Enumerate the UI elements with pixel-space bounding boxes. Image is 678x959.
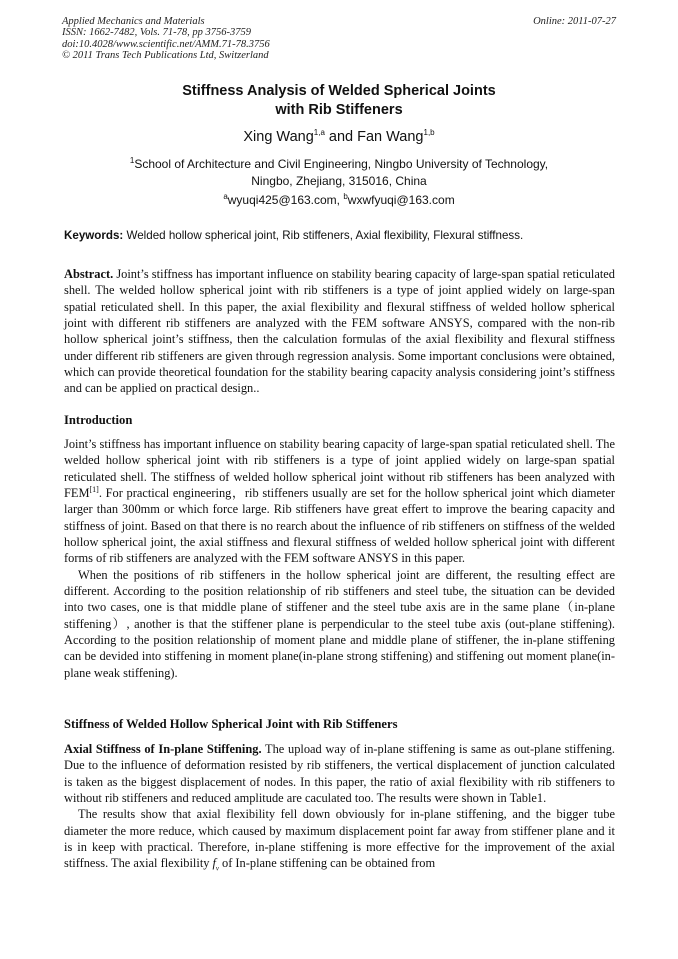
email-a-marker: a	[223, 192, 228, 201]
section-2-heading: Stiffness of Welded Hollow Spherical Joint with Rib Stiffeners	[64, 717, 398, 731]
author-separator: and	[324, 129, 358, 145]
abstract	[64, 266, 615, 397]
section2-paragraph-2	[64, 806, 615, 877]
section-2-body	[64, 741, 615, 877]
author-2: Fan Wang	[357, 129, 424, 145]
affiliation	[0, 156, 678, 190]
email-b-marker: b	[343, 192, 348, 201]
keywords-label: Keywords:	[64, 229, 124, 242]
abstract-text: Joint’s stiffness has important influence on stability bearing capacity of large-span spatial reticulated shell. The welded hollow spherical joint with rib stiffeners is a type of joint applied widely on large-span spatial reticulated shell. In this paper, the axial flexibility and flexural stiffness of welded hollow spherical joint with different rib stiffeners are analyzed with the FEM software ANSYS, compared with the non-rib hollow spherical joint’s stiffness, then the calculation formulas of the axial flexibility and flexural stiffness under different rib stiffeners are given through regression analysis. Some important conclusions were obtained, which can provide theoretical foundation for the stability bearing capacity analysis considering joint’s stiffness and can be applied on practical design..	[64, 267, 615, 396]
section2-paragraph-1	[64, 741, 615, 806]
abstract-label: Abstract.	[64, 267, 114, 281]
issn-line: ISSN: 1662-7482, Vols. 71-78, pp 3756-3759	[62, 27, 251, 39]
doi-line: doi:10.4028/www.scientific.net/AMM.71-78.3756	[62, 38, 270, 50]
section2-p2-text-b: of In-plane stiffening can be obtained from	[222, 856, 436, 871]
symbol-f: f	[212, 856, 216, 871]
keywords	[64, 229, 624, 242]
affiliation-marker: 1	[129, 156, 135, 165]
copyright-line: © 2011 Trans Tech Publications Ltd, Switzerland	[62, 50, 269, 62]
intro-p1-text-b: . For practical engineering，rib stiffeners usually are set for the hollow spherical joint which diameter larger than 300mm or which force large. Rib stiffeners have great effert to improve the bearing capacity and stiffness of joint. Based on that there is no rearch about the influence of rib stiffeners on stiffness of the welded hollow spherical joint, the axial stiffness and flexural stiffness of welded hollow spherical joint with different forms of rib stiffeners are analyzed with the FEM software ANSYS in this paper.	[64, 486, 615, 566]
axial-flexibility-symbol	[212, 856, 220, 873]
author-2-affil: 1,b	[423, 128, 435, 138]
affiliation-line-1: School of Architecture and Civil Engineering, Ningbo University of Technology,	[134, 157, 549, 171]
intro-p1-text-a: Joint’s stiffness has important influence on stability bearing capacity of large-span spatial reticulated shell. The welded hollow spherical joint with rib stiffeners is a type of joint applied widely on large-span spatial reticulated shell. The stiffness of welded hollow spherical joint without rib stiffeners has been analyzed with FEM	[64, 437, 615, 501]
paper-title	[0, 82, 678, 120]
section2-p2-text-a: The results show that axial flexibility fell down obviously for in-plane stiffening, and the bigger tube diameter the more reduce, which caused by maximum displacement point far away from stiffener plane and it is in keep with practical. Therefore, in-plane stiffening is more effective for the improvement of the axial stiffness. The axial flexibility	[64, 807, 615, 871]
intro-paragraph-1	[64, 436, 615, 567]
affiliation-line-2: Ningbo, Zhejiang, 315016, China	[251, 174, 427, 188]
email-b: wxwfyuqi@163.com	[347, 193, 455, 207]
section2-p1-text: The upload way of in-plane stiffening is same as out-plane stiffening. Due to the influence of deformation resisted by rib stiffeners, the vertical displacement of junction calculated is taken as the biggest displacement of nodes. In this paper, the ratio of axial flexibility with rib stiffeners to without rib stiffeners and reduced amplitude are caculated too. The results were shown in Table1.	[64, 742, 615, 806]
email-a: wyuqi425@163.com,	[227, 193, 344, 207]
journal-name: Applied Mechanics and Materials	[62, 16, 205, 27]
author-emails	[0, 193, 678, 207]
title-line-1: Stiffness Analysis of Welded Spherical Joints	[182, 83, 496, 99]
intro-paragraph-2: When the positions of rib stiffeners in the hollow spherical joint are different, the resulting effect are different. According to the position relationship of rib stiffeners and steel tube, the situation can be devided into two cases, one is that middle plane of stiffener and the steel tube axis are in the same plane（in-plane stiffening）, another is that the stiffener plane is perpendicular to the steel tube axis (out-plane stiffening). According to the position relationship of moment plane and middle plane of stiffener, the in-plane stiffening can be devided into stiffening in moment plane(in-plane strong stiffening) and stiffening out moment plane(in-plane weak stiffening).	[64, 567, 615, 680]
symbol-sub: v	[215, 864, 220, 873]
author-1: Xing Wang	[243, 129, 314, 145]
title-line-2: with Rib Stiffeners	[275, 102, 403, 118]
author-list	[0, 129, 678, 145]
online-date: Online: 2011-07-27	[533, 16, 616, 27]
keywords-text: Welded hollow spherical joint, Rib stiffeners, Axial flexibility, Flexural stiffness.	[123, 229, 524, 242]
citation-ref: [1]	[89, 484, 99, 494]
journal-header	[62, 16, 622, 62]
author-1-affil: 1,a	[313, 128, 325, 138]
subsection-label: Axial Stiffness of In-plane Stiffening.	[64, 742, 262, 756]
introduction-body	[64, 436, 615, 681]
introduction-heading: Introduction	[64, 413, 133, 427]
